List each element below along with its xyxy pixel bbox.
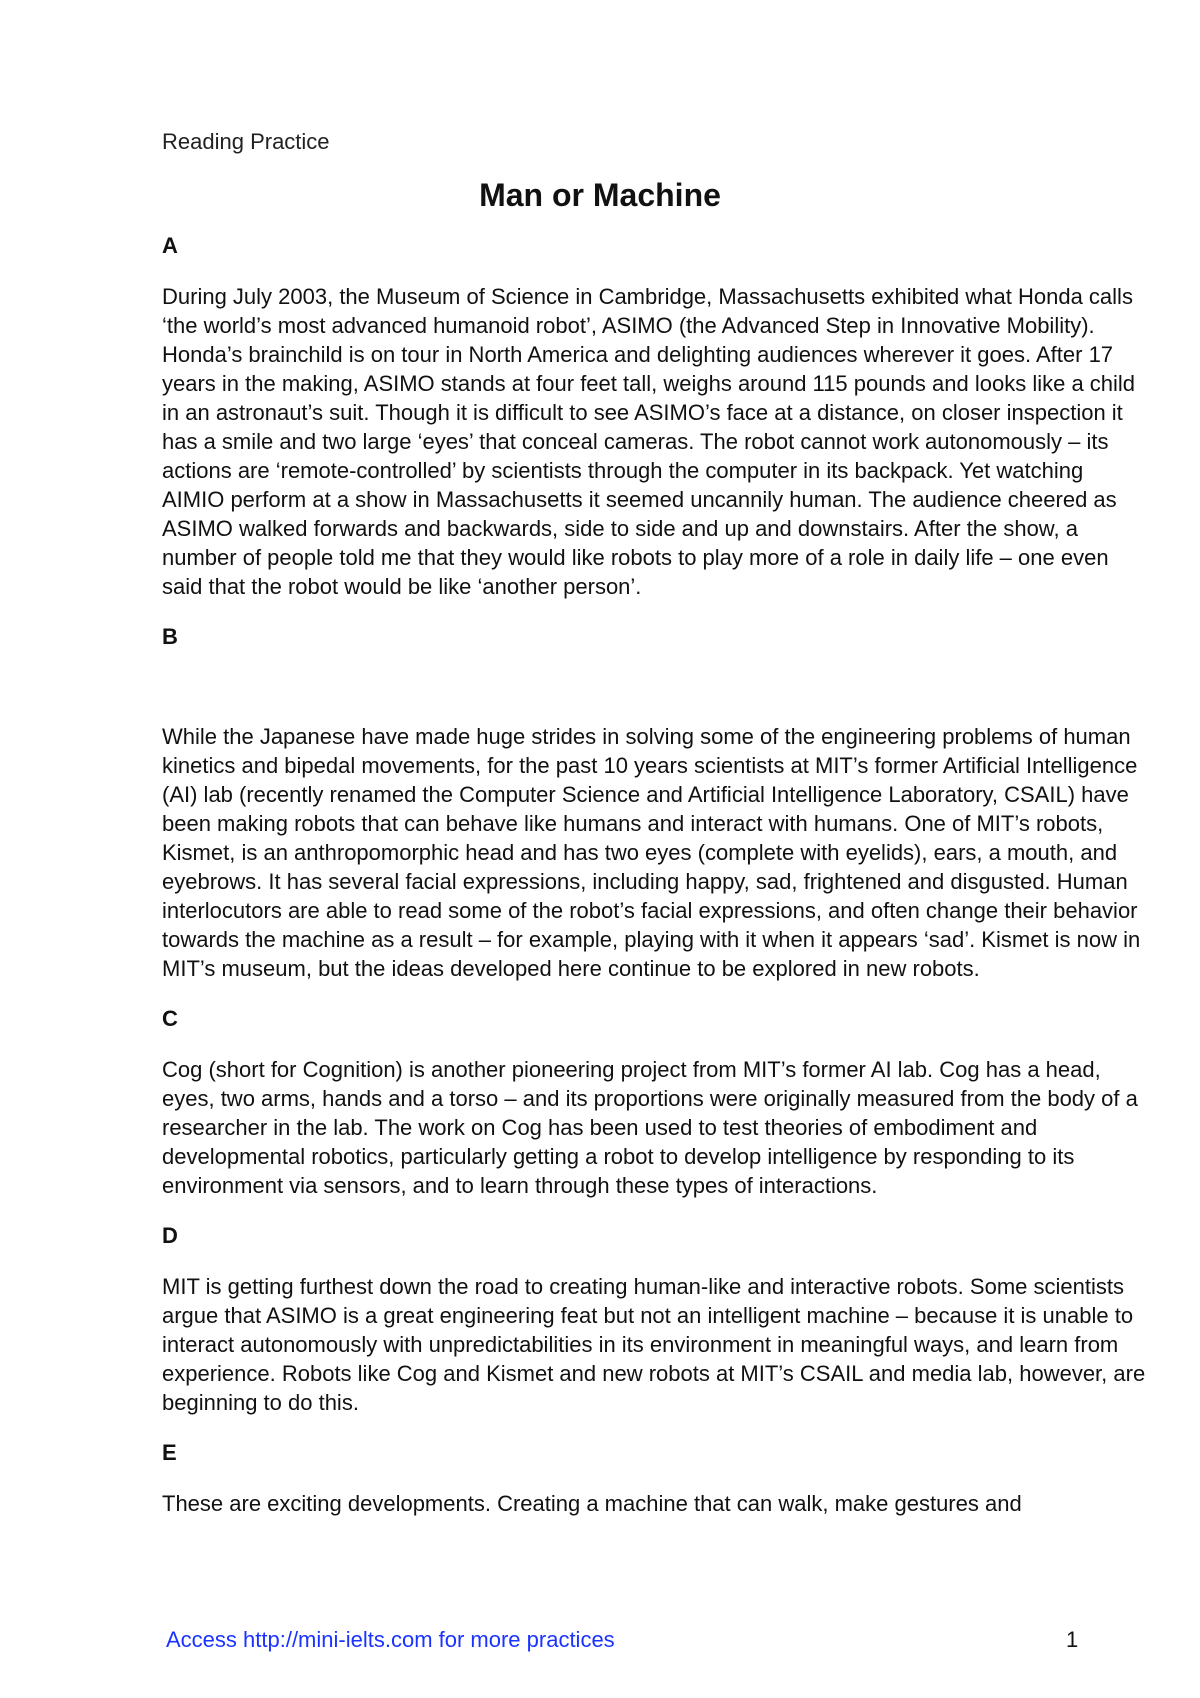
section-letter: C [162,1006,178,1031]
section-paragraph: During July 2003, the Museum of Science in Cambridge, Massachusetts exhibited what Honda calls ‘the world’s most advanced humanoid robot’, ASIMO (the Advanced Step in Innovative Mobility). Honda’s brainchild is on tour in North America and delighting audiences wherever it goes. After 17 years in the making, ASIMO stands at four feet tall, weighs around 115 pounds and looks like a child in an astronaut’s suit. Though it is difficult to see ASIMO’s face at a distance, on closer inspection it has a smile and two large ‘eyes’ that conceal cameras. The robot cannot work autonomously – its actions are ‘remote-controlled’ by scientists through the computer in its backpack. Yet watching AIMIO perform at a show in Massachusetts it seemed uncannily human. The audience cheered as ASIMO walked forwards and backwards, side to side and up and downstairs. After the show, a number of people told me that they would like robots to play more of a role in daily life – one even said that the robot would be like ‘another person’. [162,284,1136,599]
section-letter: D [162,1223,178,1248]
section-d [162,1222,1147,1439]
section-c [162,1005,1147,1222]
section-letter: B [162,624,178,649]
section-b [162,623,1147,1005]
section-paragraph: MIT is getting furthest down the road to creating human-like and interactive robots. Some scientists argue that ASIMO is a great engineering feat but not an intelligent machine – because it is unable to interact autonomously with unpredictabilities in its environment in meaningful ways, and learn from experience. Robots like Cog and Kismet and new robots at MIT’s CSAIL and media lab, however, are beginning to do this. [162,1274,1146,1415]
section-paragraph: While the Japanese have made huge strides in solving some of the engineering problems of human kinetics and bipedal movements, for the past 10 years scientists at MIT’s former Artificial Intelligence (AI) lab (recently renamed the Computer Science and Artificial Intelligence Laboratory, CSAIL) have been making robots that can behave like humans and interact with humans. One of MIT’s robots, Kismet, is an anthropomorphic head and has two eyes (complete with eyelids), ears, a mouth, and eyebrows. It has several facial expressions, including happy, sad, frightened and disgusted. Human interlocutors are able to read some of the robot’s facial expressions, and often change their behavior towards the machine as a result – for example, playing with it when it appears ‘sad’. Kismet is now in MIT’s museum, but the ideas developed here continue to be explored in new robots. [162,724,1141,981]
section-paragraph: Cog (short for Cognition) is another pioneering project from MIT’s former AI lab. Cog has a head, eyes, two arms, hands and a torso – and its proportions were originally measured from the body of a researcher in the lab. The work on Cog has been used to test theories of embodiment and developmental robotics, particularly getting a robot to develop intelligence by responding to its environment via sensors, and to learn through these types of interactions. [162,1057,1138,1198]
footer-link[interactable]: Access http://mini-ielts.com for more practices [166,1627,615,1652]
document-body [162,232,1147,1518]
section-paragraph: These are exciting developments. Creating a machine that can walk, make gestures and [162,1491,1022,1516]
section-e [162,1439,1147,1518]
section-letter: E [162,1440,177,1465]
section-a [162,232,1147,623]
page-number: 1 [1066,1627,1079,1652]
section-letter: A [162,233,178,258]
header-label: Reading Practice [162,129,330,154]
page-title: Man or Machine [479,177,721,213]
